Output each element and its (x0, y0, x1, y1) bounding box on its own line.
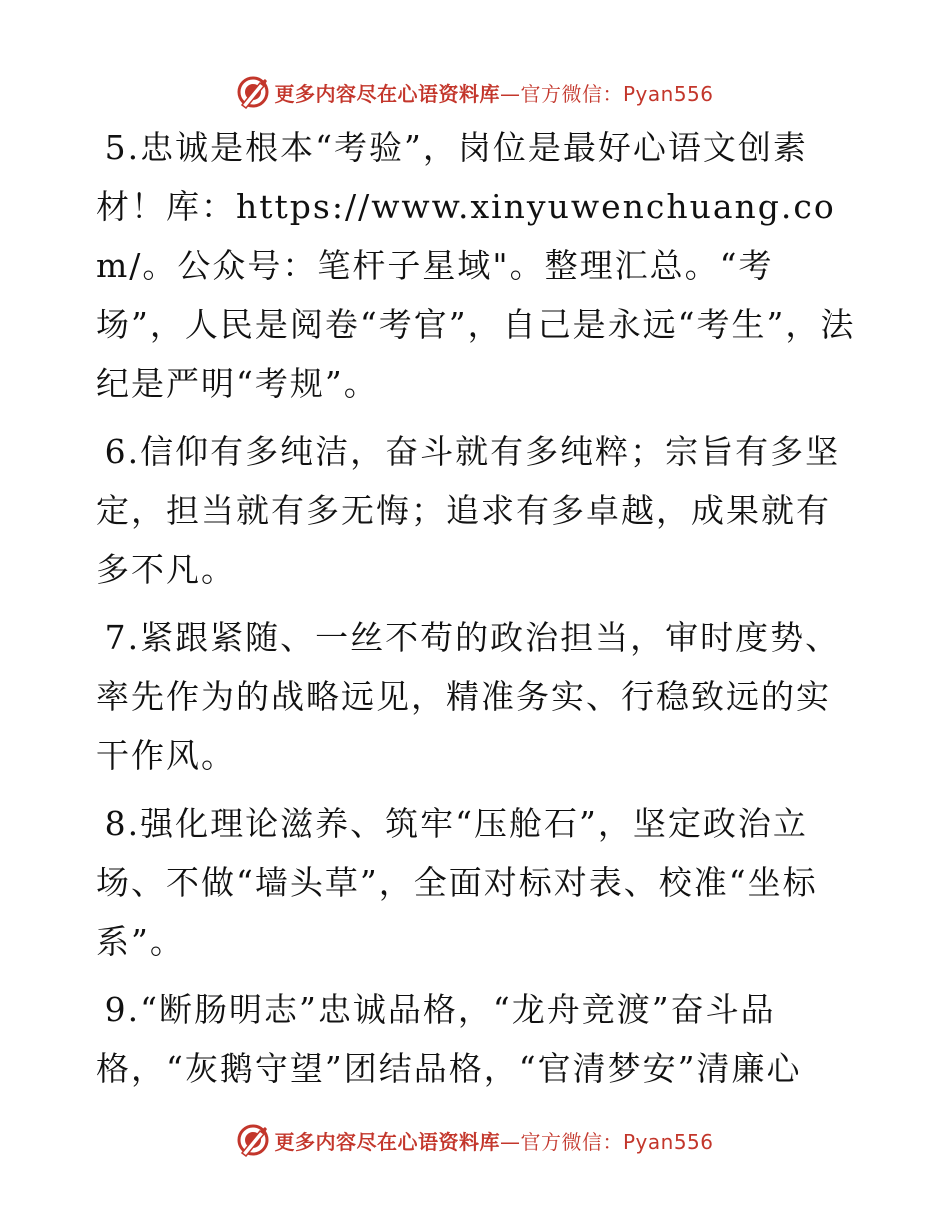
paragraph-text: 强化理论滋养、筑牢“压舱石”，坚定政治立场、不做“墙头草”，全面对标对表、校准“坐标系”。 (96, 804, 818, 961)
banner-wechat-id: Pyan556 (622, 81, 714, 106)
document-body (96, 118, 856, 1107)
paragraph-number: 7. (104, 618, 141, 657)
paragraph-8 (96, 794, 856, 971)
banner-wechat-label: 官方微信： (520, 1129, 623, 1154)
footer-banner (0, 1118, 950, 1162)
paragraph-text: 忠诚是根本“考验”，岗位是最好心语文创素材！库：https://www.xinyuwenchuang.com/。公众号：笔杆子星域"。整理汇总。“考场”，人民是阅卷“考官”，自己是永远“考生”，法纪是严明“考规”。 (96, 128, 856, 403)
banner-main-text: 更多内容尽在心语资料库 (274, 1129, 500, 1154)
banner-text (274, 78, 713, 107)
banner-wechat-label: 官方微信： (520, 81, 623, 106)
paragraph-number: 5. (104, 128, 141, 167)
paragraph-6 (96, 422, 856, 599)
paragraph-number: 9. (104, 990, 141, 1029)
header-banner (0, 70, 950, 114)
paragraph-5 (96, 118, 856, 413)
paragraph-7 (96, 608, 856, 785)
paragraph-text: 信仰有多纯洁，奋斗就有多纯粹；宗旨有多坚定，担当就有多无悔；追求有多卓越，成果就有多不凡。 (96, 432, 841, 589)
paragraph-9 (96, 980, 856, 1098)
paragraph-number: 6. (104, 432, 141, 471)
banner-main-text: 更多内容尽在心语资料库 (274, 81, 500, 106)
banner-text (274, 1126, 713, 1155)
banner-dash: — (499, 1129, 521, 1154)
banner-wechat-id: Pyan556 (622, 1129, 714, 1154)
pen-logo-icon (236, 1123, 270, 1157)
paragraph-text: “断肠明志”忠诚品格，“龙舟竞渡”奋斗品格，“灰鹅守望”团结品格，“官清梦安”清廉心 (96, 990, 802, 1088)
pen-logo-icon (236, 75, 270, 109)
paragraph-number: 8. (104, 804, 141, 843)
banner-dash: — (499, 81, 521, 106)
paragraph-text: 紧跟紧随、一丝不苟的政治担当，审时度势、率先作为的战略远见，精准务实、行稳致远的实干作风。 (96, 618, 841, 775)
